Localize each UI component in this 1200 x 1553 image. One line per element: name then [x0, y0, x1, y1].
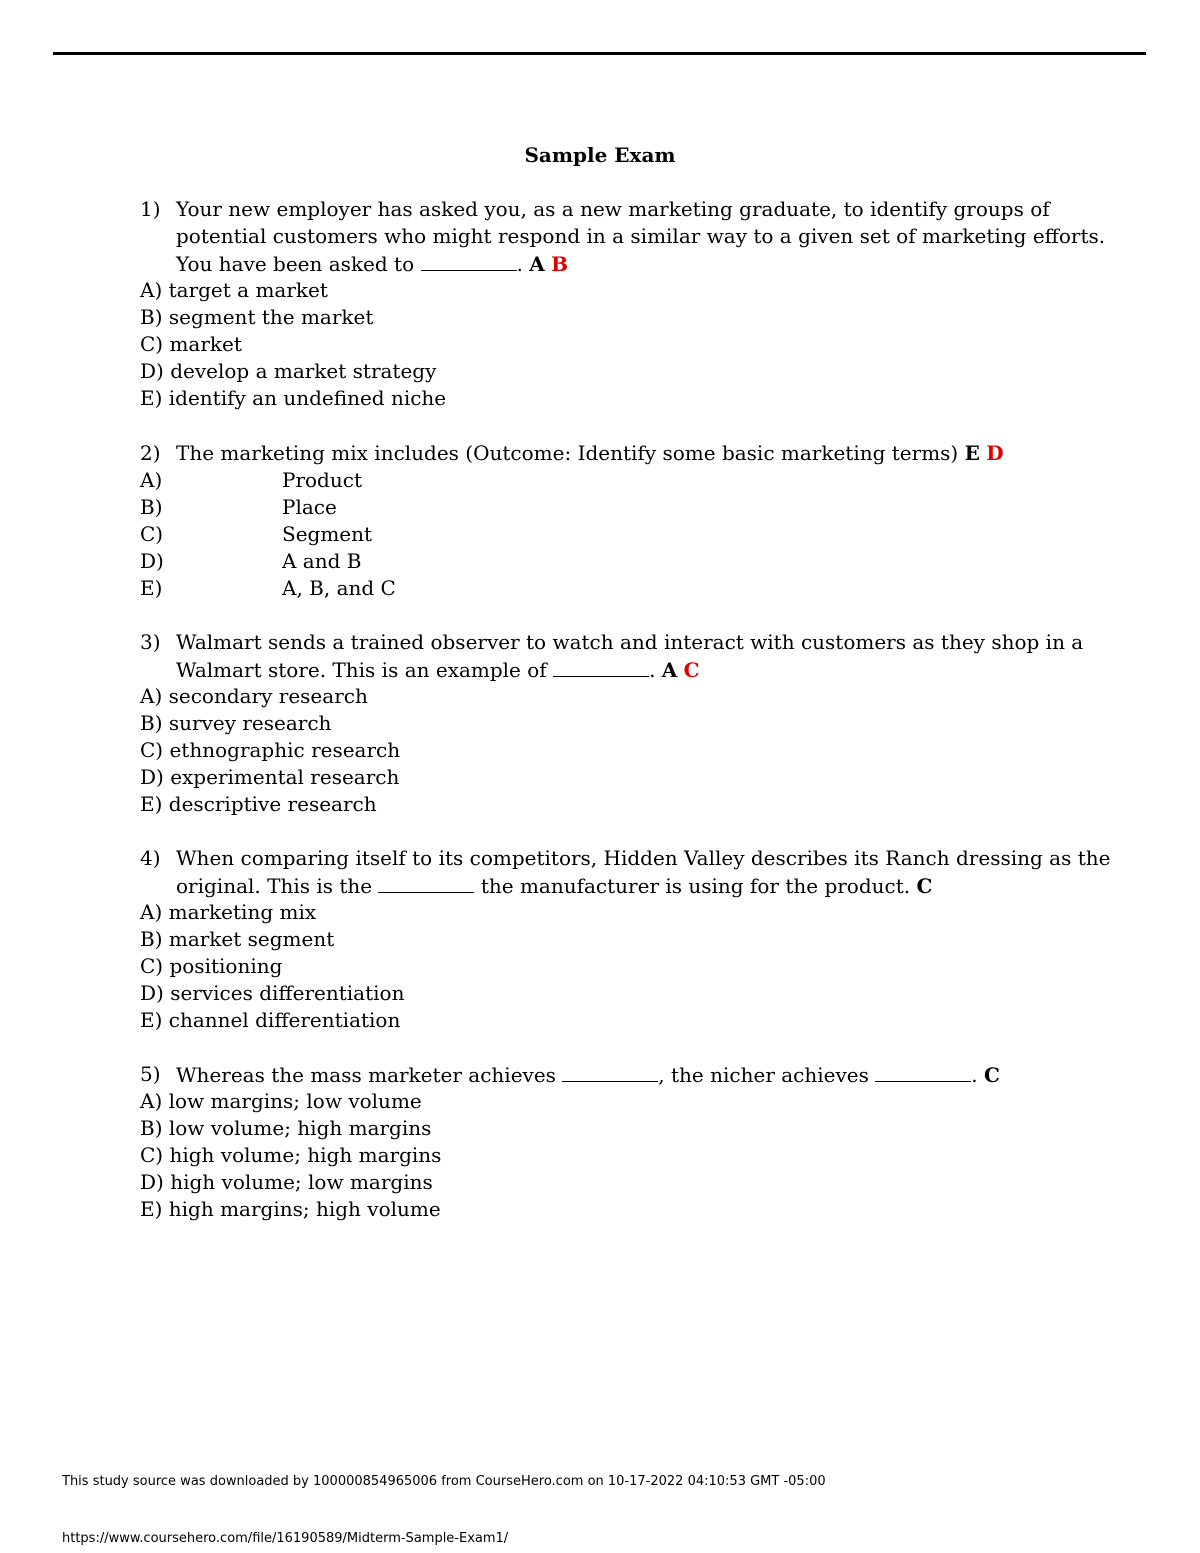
option: B) survey research [140, 711, 332, 735]
option: A) secondary research [140, 684, 368, 708]
option-letter: A) [140, 468, 163, 492]
option: E) channel differentiation [140, 1008, 401, 1032]
answer-marked: A [529, 252, 545, 276]
question-number: 5) [140, 1062, 161, 1086]
option [140, 521, 1100, 548]
option-letter: C) [140, 522, 164, 546]
question-2 [140, 440, 1100, 602]
footer-source-line: This study source was downloaded by 100000854965006 from CourseHero.com on 10-17-2022 04:10:53 GMT -05:00 [62, 1474, 826, 1489]
option: D) develop a market strategy [140, 359, 437, 383]
option: E) descriptive research [140, 792, 377, 816]
option: D) high volume; low margins [140, 1170, 433, 1194]
answer-correct: C [683, 658, 700, 682]
option-letter: D) [140, 549, 164, 573]
answer-marked: E [964, 441, 980, 465]
option: E) identify an undefined niche [140, 386, 447, 410]
option: B) low volume; high margins [140, 1116, 432, 1140]
option: B) market segment [140, 927, 335, 951]
option [140, 467, 1100, 494]
option-text: A, B, and C [282, 576, 396, 600]
option-text: Segment [282, 522, 373, 546]
page-title: Sample Exam [524, 143, 676, 167]
option [140, 548, 1100, 575]
question-text: You have been asked to [176, 252, 415, 276]
option [140, 575, 1100, 602]
question-text: Walmart sends a trained observer to watch and interact with customers as they shop in a [176, 630, 1084, 654]
option: A) target a market [140, 278, 328, 302]
option: C) positioning [140, 954, 283, 978]
top-rule [53, 52, 1146, 55]
option-text: A and B [282, 549, 362, 573]
answer-marked: C [983, 1063, 1000, 1087]
question-number: 2) [140, 441, 161, 465]
question-number: 3) [140, 630, 161, 654]
answer-blank [562, 1061, 658, 1082]
option-letter: E) [140, 576, 163, 600]
question-number: 4) [140, 846, 161, 870]
option: D) experimental research [140, 765, 400, 789]
footer-url[interactable]: https://www.coursehero.com/file/16190589/Midterm-Sample-Exam1/ [62, 1531, 509, 1546]
question-4 [140, 845, 1111, 1034]
question-3: 3) Walmart sends a trained observer to watch and interact with customers as they shop in a Walmart store. This is an example of . A C A) secondary research B) survey research C) ethnographic research D) experimental research E) descriptive research [140, 629, 1100, 818]
question-number: 1) [140, 197, 161, 221]
answer-blank [421, 250, 517, 271]
option: C) high volume; high margins [140, 1143, 442, 1167]
option: D) services differentiation [140, 981, 405, 1005]
option-text: Place [282, 495, 337, 519]
question-text: the manufacturer is using for the product. [480, 874, 911, 898]
question-text: Your new employer has asked you, as a new marketing graduate, to identify groups of [176, 197, 1050, 221]
answer-marked: C [916, 874, 933, 898]
answer-blank [875, 1061, 971, 1082]
option-text: Product [282, 468, 362, 492]
question-text: Walmart store. This is an example of [176, 658, 547, 682]
option: A) marketing mix [140, 900, 317, 924]
option [140, 494, 1100, 521]
question-text: potential customers who might respond in a similar way to a given set of marketing efforts. [176, 224, 1106, 248]
question-5: 5) Whereas the mass marketer achieves , the nicher achieves . C A) low margins; low volume B) low volume; high margins C) high volume; high margins D) high volume; low margins E) high margins; high volume [140, 1061, 1100, 1223]
question-text: , the nicher achieves [658, 1063, 869, 1087]
answer-marked: A [661, 658, 678, 682]
question-text: Whereas the mass marketer achieves [176, 1063, 556, 1087]
question-text: The marketing mix includes (Outcome: Identify some basic marketing terms) [176, 441, 959, 465]
answer-correct: D [986, 441, 1004, 465]
question-text: original. This is the [176, 874, 373, 898]
option-letter: B) [140, 495, 163, 519]
answer-blank [378, 872, 474, 893]
answer-correct: B [551, 252, 569, 276]
option: A) low margins; low volume [140, 1089, 422, 1113]
question-1: 1) Your new employer has asked you, as a new marketing graduate, to identify groups of potential customers who might respond in a similar way to a given set of marketing efforts. You have been asked to . A B A) target a market B) segment the market C) market D) develop a market strategy E) identify an undefined niche [140, 197, 1106, 410]
option: E) high margins; high volume [140, 1197, 441, 1221]
question-text: When comparing itself to its competitors, Hidden Valley describes its Ranch dressing as the [176, 846, 1111, 870]
option: B) segment the market [140, 305, 374, 329]
answer-blank [553, 656, 649, 677]
option: C) ethnographic research [140, 738, 401, 762]
option: C) market [140, 332, 242, 356]
